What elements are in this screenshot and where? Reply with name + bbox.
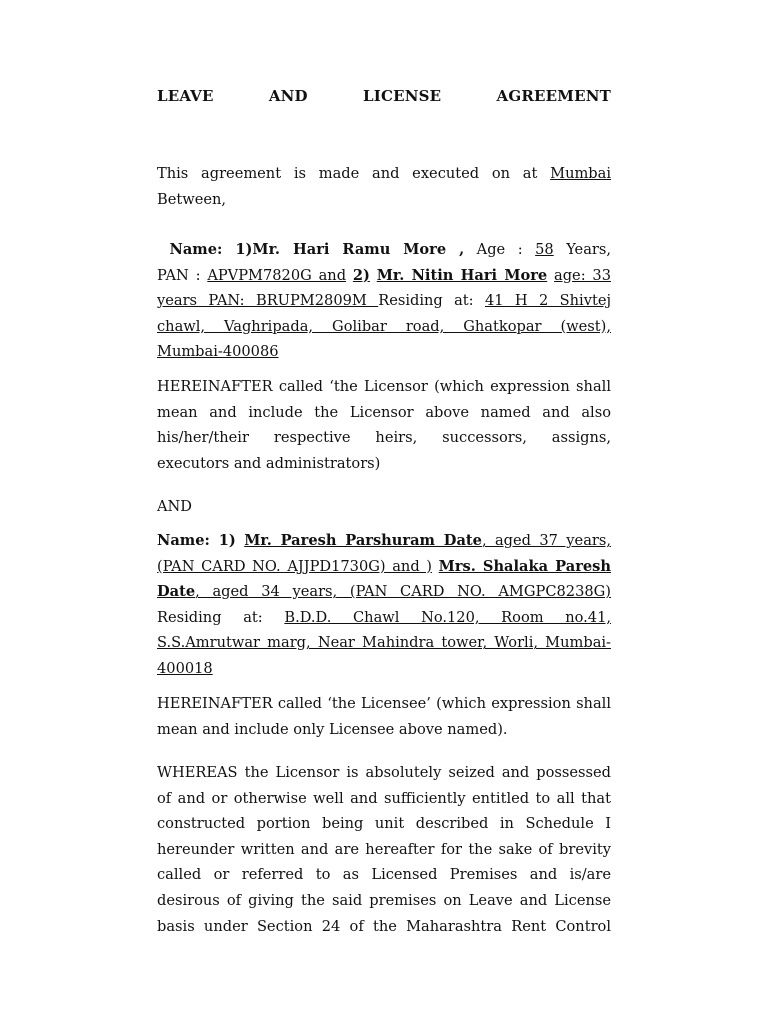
clause-line: his/her/their respective heirs, successors, assigns, — [157, 429, 611, 447]
title-word: AND — [268, 87, 308, 105]
residing-label: Residing at: — [378, 292, 474, 310]
age-2-first: age: 33 — [554, 266, 611, 284]
licensor-clause — [157, 374, 611, 476]
licensee-clause — [157, 691, 611, 742]
pan-1: APVPM7820G and — [207, 266, 347, 284]
title-word: LEAVE — [157, 87, 214, 105]
whereas-line: of and or otherwise well and sufficiently entitled to all that — [157, 789, 611, 807]
address-line-2: chawl, Vaghripada, Golibar road, Ghatkopar (west), — [157, 317, 611, 335]
licensee-person-2: Mrs. Shalaka Paresh — [438, 557, 611, 575]
person-2-number: 2) — [352, 266, 370, 284]
age-value: 58 — [535, 241, 554, 258]
licensee-line-4 — [157, 605, 611, 631]
licensee-person-2-surname: Date — [157, 583, 196, 601]
title-word: LICENSE — [362, 87, 442, 105]
clause-line: executors and administrators) — [157, 454, 381, 472]
intro-between: Between, — [157, 190, 227, 208]
age-label: Age : — [476, 241, 523, 258]
licensee-person-1: Mr. Paresh Parshuram Date — [244, 532, 482, 549]
residing-label: Residing at: — [157, 608, 263, 626]
title-word: AGREEMENT — [496, 87, 611, 105]
address-line-1: 41 H 2 Shivtej — [484, 292, 611, 310]
clause-line: mean and include the Licensor above named and also — [157, 403, 611, 421]
age-unit: Years, — [566, 241, 611, 258]
address-line-3: Mumbai-400086 — [157, 343, 279, 361]
intro-place: Mumbai — [550, 165, 612, 182]
address-line-1: B.D.D. Chawl No.120, Room no.41, — [284, 608, 612, 626]
whereas-line: WHEREAS the Licensor is absolutely seized and possessed — [157, 764, 611, 781]
address-line-2: S.S.Amrutwar marg, Near Mahindra tower, Worli, Mumbai- — [157, 634, 611, 652]
clause-line: HEREINAFTER called ‘the Licensee’ (which expression shall — [157, 695, 611, 712]
and-separator — [157, 494, 611, 520]
whereas-line: called or referred to as Licensed Premises and is/are — [157, 866, 611, 884]
age-2-rest: years PAN: BRUPM2809M — [157, 292, 379, 310]
intro-line — [157, 161, 611, 187]
licensee-line-2 — [157, 554, 611, 580]
document-title — [157, 87, 611, 105]
licensee-line-1 — [157, 528, 611, 554]
name-label: Name: 1) — [157, 532, 236, 549]
clause-line: HEREINAFTER called ‘the Licensor (which expression shall — [157, 378, 611, 395]
licensor-line-2 — [157, 263, 611, 289]
licensor-line-3 — [157, 288, 611, 314]
intro-paragraph — [157, 161, 611, 212]
whereas-line: basis under Section 24 of the Maharashtra Rent Control — [157, 917, 611, 935]
intro-text: This agreement is made and executed on at — [157, 165, 538, 182]
licensor-person-1: Mr. Hari Ramu More , — [252, 241, 465, 258]
name-label: Name: 1) — [169, 241, 253, 258]
licensee-details — [157, 528, 611, 682]
whereas-line: constructed portion being unit described in Schedule I — [157, 815, 611, 833]
licensor-person-2: Mr. Nitin Hari More — [376, 266, 548, 284]
whereas-clause — [157, 760, 611, 939]
licensee-person-1-age: , aged 37 years, — [481, 532, 611, 549]
licensee-line-3 — [157, 579, 611, 605]
licensor-details — [157, 237, 611, 365]
licensor-line-1 — [157, 237, 611, 263]
whereas-line: desirous of giving the said premises on Leave and License — [157, 891, 611, 909]
clause-line: mean and include only Licensee above named). — [157, 720, 508, 738]
licensee-pan-1: (PAN CARD NO. AJJPD1730G) and ) — [157, 557, 433, 575]
licensee-person-2-details: , aged 34 years, (PAN CARD NO. AMGPC8238G) — [195, 583, 611, 601]
pan-label: PAN : — [157, 266, 201, 284]
whereas-line: hereunder written and are hereafter for the sake of brevity — [157, 840, 611, 858]
address-line-3: 400018 — [157, 659, 213, 677]
and-word: AND — [157, 498, 193, 515]
